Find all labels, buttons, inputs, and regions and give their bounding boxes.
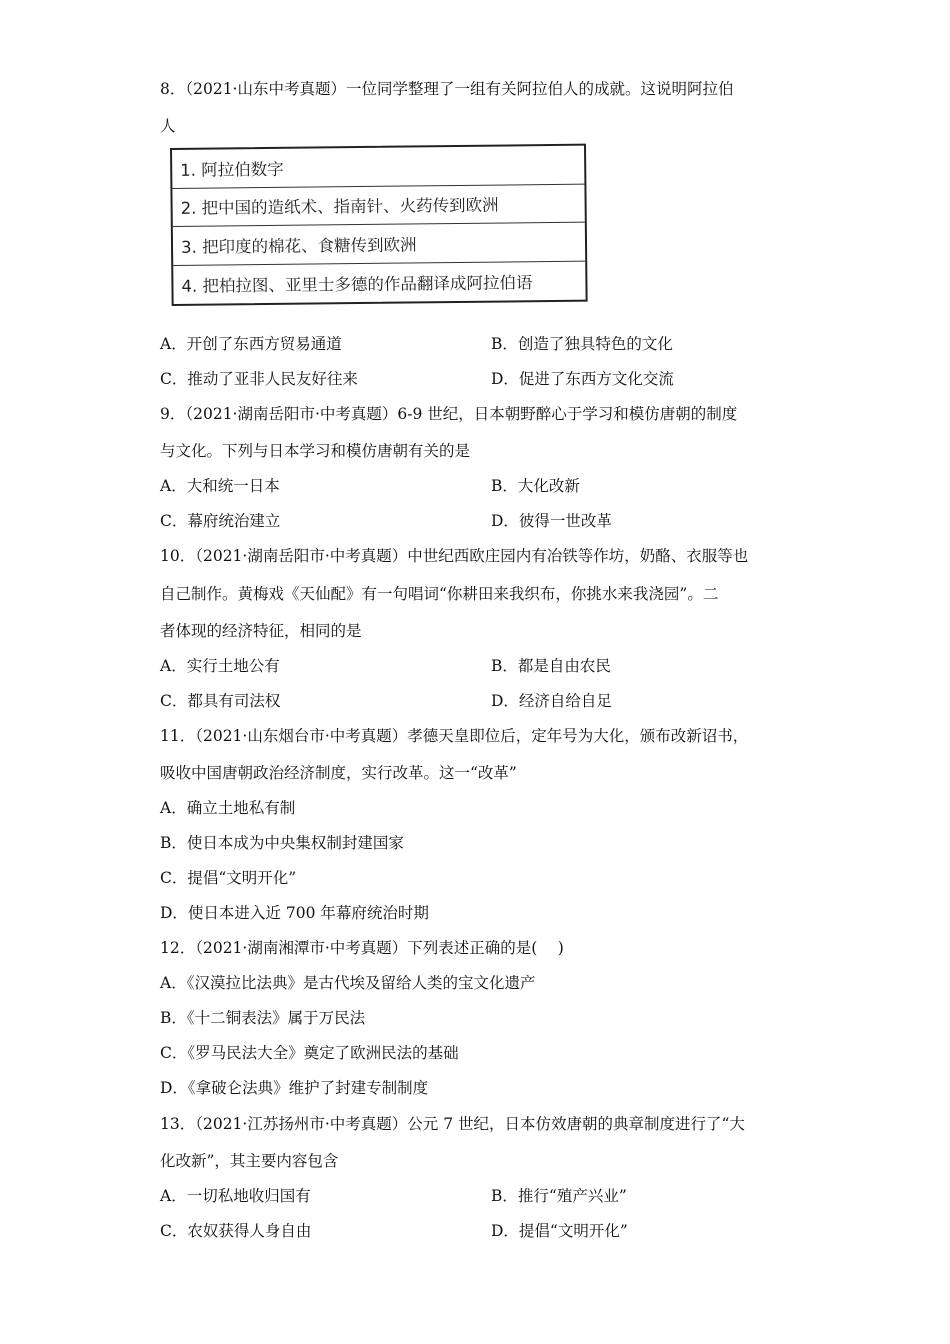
q12-option-c[interactable]: C．《罗马民法大全》奠定了欧洲民法的基础: [160, 1044, 459, 1062]
q12-option-b[interactable]: B．《十二铜表法》属于万民法: [160, 1009, 366, 1027]
q13-option-d[interactable]: D．提倡“文明开化”: [491, 1222, 628, 1240]
q9-option-d[interactable]: D．彼得一世改革: [491, 512, 612, 530]
q10-option-b[interactable]: B．都是自由农民: [491, 657, 611, 675]
q13-option-b[interactable]: B．推行“殖产兴业”: [491, 1187, 627, 1205]
q13-option-c[interactable]: C．农奴获得人身自由: [160, 1222, 312, 1240]
q8-stem-line1: 8．（2021·山东中考真题）一位同学整理了一组有关阿拉伯人的成就。这说明阿拉伯: [160, 80, 734, 98]
q11-option-c[interactable]: C．提倡“文明开化”: [160, 869, 297, 887]
q10-stem-line1: 10．（2021·湖南岳阳市·中考真题）中世纪西欧庄园内有冶铁等作坊，奶酪、衣服等也: [160, 547, 749, 565]
q8-option-c[interactable]: C．推动了亚非人民友好往来: [160, 370, 358, 388]
q9-stem-line2: 与文化。下列与日本学习和模仿唐朝有关的是: [160, 442, 471, 460]
q10-stem-line2: 自己制作。黄梅戏《天仙配》有一句唱词“你耕田来我织布，你挑水来我浇园”。二: [160, 585, 719, 603]
q10-option-a[interactable]: A．实行土地公有: [160, 657, 280, 675]
q10-stem-line3: 者体现的经济特征，相同的是: [160, 622, 362, 640]
q9-option-c[interactable]: C．幕府统治建立: [160, 512, 281, 530]
q11-option-d[interactable]: D．使日本进入近 700 年幕府统治时期: [160, 904, 429, 922]
q13-stem-line1: 13．（2021·江苏扬州市·中考真题）公元 7 世纪，日本仿效唐朝的典章制度进行了“大: [160, 1115, 745, 1133]
q10-option-d[interactable]: D．经济自给自足: [491, 692, 612, 710]
q12-option-a[interactable]: A．《汉漠拉比法典》是古代埃及留给人类的宝文化遗产: [160, 974, 536, 992]
q11-option-a[interactable]: A．确立土地私有制: [160, 799, 296, 817]
table-row: 1. 阿拉伯数字: [172, 146, 584, 189]
q8-option-b[interactable]: B．创造了独具特色的文化: [491, 335, 673, 353]
table-row: 4. 把柏拉图、亚里士多德的作品翻译成阿拉伯语: [181, 272, 533, 296]
q11-stem-line2: 吸收中国唐朝政治经济制度，实行改革。这一“改革”: [160, 764, 517, 782]
q13-stem-line2: 化改新”，其主要内容包含: [160, 1152, 339, 1170]
q8-option-a[interactable]: A．开创了东西方贸易通道: [160, 335, 342, 353]
q12-stem-line1: 12．（2021·湖南湘潭市·中考真题）下列表述正确的是( ): [160, 939, 564, 957]
table-row: 3. 把印度的棉花、食糖传到欧洲: [173, 223, 585, 266]
q11-option-b[interactable]: B．使日本成为中央集权制封建国家: [160, 834, 404, 852]
q8-stem-line2: 人: [160, 117, 176, 135]
q11-stem-line1: 11．（2021·山东烟台市·中考真题）孝德天皇即位后，定年号为大化，颁布改新诏书，: [160, 727, 749, 745]
q8-option-d[interactable]: D．促进了东西方文化交流: [491, 370, 674, 388]
q13-option-a[interactable]: A．一切私地收归国有: [160, 1187, 311, 1205]
q9-option-a[interactable]: A．大和统一日本: [160, 477, 280, 495]
q8-achievements-table: [170, 144, 588, 306]
q9-option-b[interactable]: B．大化改新: [491, 477, 580, 495]
q10-option-c[interactable]: C．都具有司法权: [160, 692, 281, 710]
q9-stem-line1: 9．（2021·湖南岳阳市·中考真题）6-9 世纪，日本朝野醉心于学习和模仿唐朝的制度: [160, 405, 738, 423]
table-row: 2. 把中国的造纸术、指南针、火药传到欧洲: [172, 184, 584, 227]
q12-option-d[interactable]: D．《拿破仑法典》维护了封建专制制度: [160, 1079, 429, 1097]
